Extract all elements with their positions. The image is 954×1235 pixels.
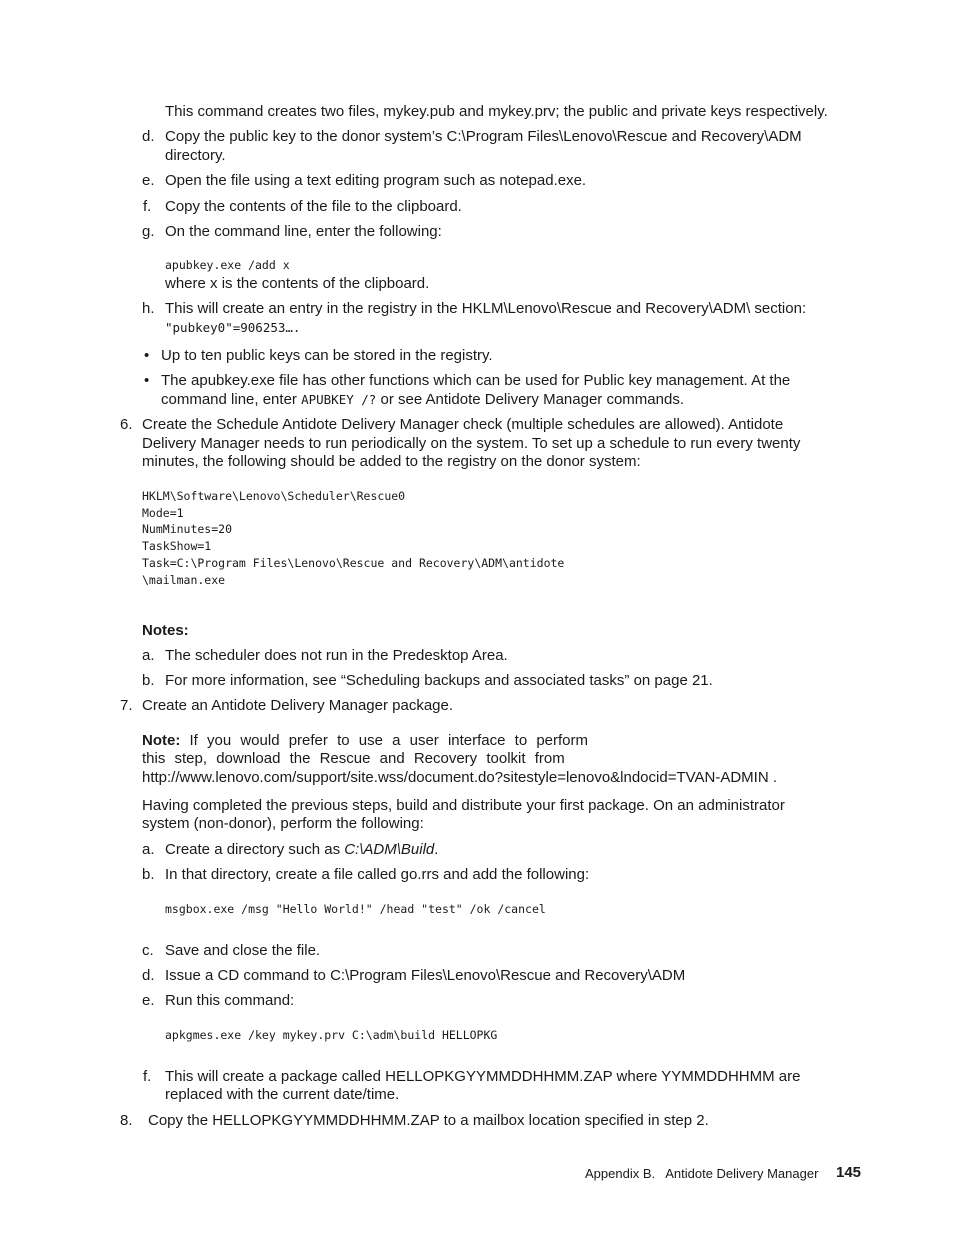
step-number-6: 6.: [120, 416, 133, 433]
bullet-symbol: •: [144, 372, 150, 389]
step-f-text: Copy the contents of the file to the clipboard.: [165, 198, 462, 215]
step-h-code: "pubkey0"=906253….: [165, 320, 301, 335]
step-label-e: e.: [142, 172, 155, 189]
note-a-text: The scheduler does not run in the Predesktop Area.: [165, 647, 508, 664]
bullet-2-pre: command line, enter: [161, 391, 302, 408]
step-6-line-2: Delivery Manager needs to run periodically on the system. To set up a schedule to run every twenty: [142, 435, 801, 452]
bullet-1-text: Up to ten public keys can be stored in the registry.: [161, 347, 493, 364]
step-7-label-c: c.: [142, 942, 154, 959]
step-d-line-1: Copy the public key to the donor system’s C:\Program Files\Lenovo\Rescue and Recovery\ADM: [165, 128, 802, 145]
bullet-2-post: or see Antidote Delivery Manager commands.: [376, 391, 684, 408]
step-label-g: g.: [142, 223, 155, 240]
registry-code-line: TaskShow=1: [142, 539, 212, 553]
step-7-e-text: Run this command:: [165, 992, 295, 1009]
step-7-b-text: In that directory, create a file called go.rrs and add the following:: [165, 866, 590, 883]
step-6-line-3: minutes, the following should be added to the registry on the donor system:: [142, 453, 641, 470]
registry-code-line: NumMinutes=20: [142, 522, 233, 536]
step-label-d: d.: [142, 128, 155, 145]
registry-code-line: HKLM\Software\Lenovo\Scheduler\Rescue0: [142, 489, 406, 503]
note-7-line-1: [142, 732, 588, 750]
step-7-text: Create an Antidote Delivery Manager package.: [142, 697, 454, 714]
bullet-symbol: •: [144, 347, 150, 364]
step-7-a-pre: Create a directory such as: [165, 841, 345, 858]
intro-paragraph: This command creates two files, mykey.pub and mykey.prv; the public and private keys respectively.: [165, 103, 828, 120]
note-label-b: b.: [142, 672, 155, 689]
step-e-text: Open the file using a text editing program such as notepad.exe.: [165, 172, 587, 189]
step-7-c-text: Save and close the file.: [165, 942, 321, 959]
step-8-text: Copy the HELLOPKGYYMMDDHHMM.ZAP to a mailbox location specified in step 2.: [148, 1112, 709, 1129]
step-7-a-text: [165, 841, 438, 859]
toolkit-url-link[interactable]: http://www.lenovo.com/support/site.wss/document.do?sitestyle=lenovo&lndocid=TVAN-ADMIN .: [142, 769, 778, 786]
step-g-text: On the command line, enter the following:: [165, 223, 442, 240]
note-7-heading: Note:: [142, 732, 181, 749]
registry-code-line: Mode=1: [142, 506, 184, 520]
step-h-line-1: This will create an entry in the registry in the HKLM\Lenovo\Rescue and Recovery\ADM\ section:: [165, 300, 807, 317]
note-label-a: a.: [142, 647, 155, 664]
step-label-h: h.: [142, 300, 155, 317]
note-7-line-2: this step, download the Rescue and Recovery toolkit from: [142, 750, 565, 767]
step-number-8: 8.: [120, 1112, 133, 1129]
step-d-line-2: directory.: [165, 147, 226, 164]
build-directory-path: C:\ADM\Build: [344, 841, 435, 858]
step-label-f: f.: [143, 198, 152, 215]
where-x-text: where x is the contents of the clipboard.: [165, 275, 430, 292]
step-7-label-b: b.: [142, 866, 155, 883]
registry-code-line: Task=C:\Program Files\Lenovo\Rescue and Recovery\ADM\antidote: [142, 556, 565, 570]
step-7-label-d: d.: [142, 967, 155, 984]
step-7-d-text: Issue a CD command to C:\Program Files\Lenovo\Rescue and Recovery\ADM: [165, 967, 686, 984]
step-number-7: 7.: [120, 697, 133, 714]
step-6-line-1: Create the Schedule Antidote Delivery Manager check (multiple schedules are allowed). Antidote: [142, 416, 784, 433]
page-number: 145: [836, 1164, 862, 1181]
having-line-2: system (non-donor), perform the following:: [142, 815, 424, 832]
note-b-text: For more information, see “Scheduling backups and associated tasks” on page 21.: [165, 672, 713, 689]
step-7-f-line-1: This will create a package called HELLOPKGYYMMDDHHMM.ZAP where YYMMDDHHMM are: [165, 1068, 801, 1085]
code-msgbox: msgbox.exe /msg "Hello World!" /head "test" /ok /cancel: [165, 902, 546, 916]
step-7-a-post: .: [434, 841, 439, 858]
code-apkgmes: apkgmes.exe /key mykey.prv C:\adm\build HELLOPKG: [165, 1028, 498, 1042]
having-line-1: Having completed the previous steps, build and distribute your first package. On an administrator: [142, 797, 785, 814]
notes-heading: Notes:: [142, 622, 189, 639]
bullet-2-line-2: [161, 391, 684, 409]
apubkey-help-code: APUBKEY /?: [301, 392, 377, 407]
step-7-f-line-2: replaced with the current date/time.: [165, 1086, 400, 1103]
footer-section-title: Appendix B. Antidote Delivery Manager: [585, 1166, 819, 1181]
bullet-2-line-1: The apubkey.exe file has other functions which can be used for Public key management. At the: [161, 372, 791, 389]
code-apubkey-add: apubkey.exe /add x: [165, 258, 290, 272]
step-7-label-e: e.: [142, 992, 155, 1009]
note-7-line-1-text: If you would prefer to use a user interface to perform: [189, 732, 589, 749]
registry-code-line: \mailman.exe: [142, 573, 226, 587]
step-7-label-f: f.: [143, 1068, 152, 1085]
step-7-label-a: a.: [142, 841, 155, 858]
